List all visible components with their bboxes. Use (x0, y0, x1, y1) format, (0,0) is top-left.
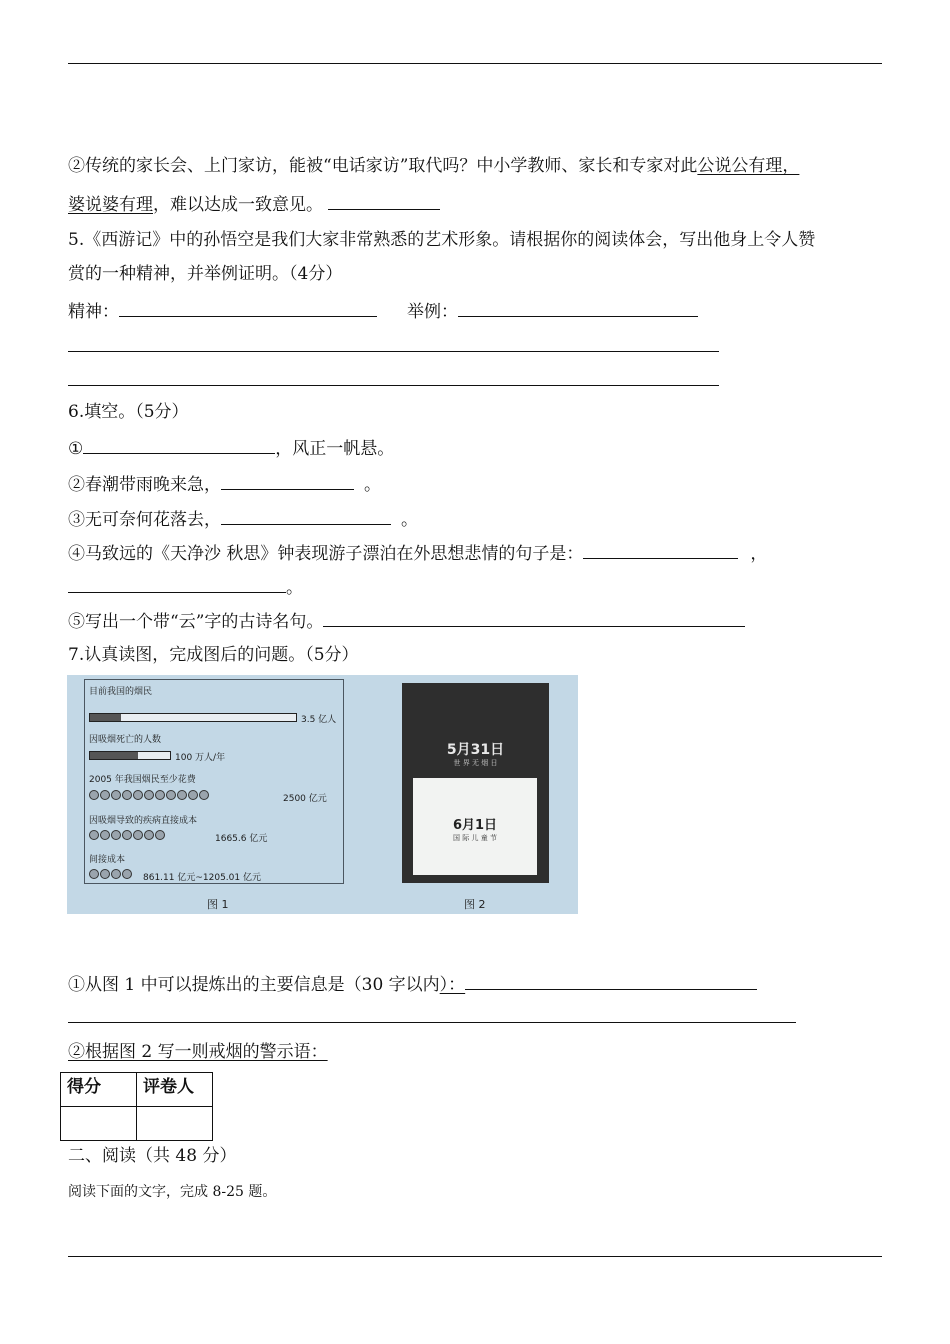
fig2-date2: 6月1日 (452, 818, 498, 833)
score-table (60, 1072, 213, 1141)
fig1-row3-coins (89, 790, 209, 800)
fig1-row1-value: 3.5 亿人 (301, 715, 337, 725)
fig2-event2: 国 际 儿 童 节 (453, 834, 497, 842)
coin-icon (111, 830, 121, 840)
fig1-row5-value: 861.11 亿元~1205.01 亿元 (143, 873, 261, 883)
coin-icon (144, 830, 154, 840)
q6-blank-3[interactable] (221, 506, 391, 525)
fig1-row4-label: 因吸烟导致的疾病直接成本 (89, 816, 198, 826)
coin-icon (133, 830, 143, 840)
fig2-inner-panel (413, 778, 537, 875)
q6-item5: ⑤写出一个带“云”字的古诗名句。 (68, 608, 745, 634)
coin-icon (89, 790, 99, 800)
fig1-row5-label: 间接成本 (89, 855, 126, 865)
coin-icon (155, 830, 165, 840)
coin-icon (122, 869, 132, 879)
fig1-row3-label: 2005 年我国烟民至少花费 (89, 775, 196, 785)
q4-underlined-phrase-2: 婆说婆有理 (68, 195, 153, 215)
coin-icon (100, 790, 110, 800)
coin-icon (122, 830, 132, 840)
section2-instruction: 阅读下面的文字，完成 8-25 题。 (68, 1184, 277, 1200)
q6-title: 6.填空。（5分） (68, 402, 189, 422)
q7-title: 7.认真读图，完成图后的问题。（5分） (68, 645, 359, 665)
fig2-event1: 世 界 无 烟 日 (453, 759, 498, 767)
example-blank[interactable] (458, 298, 698, 317)
q5-answer-row (68, 298, 698, 324)
coin-icon (89, 869, 99, 879)
fig1-row1-label: 目前我国的烟民 (89, 687, 153, 697)
q4-line1: ②传统的家长会、上门家访，能被“电话家访”取代吗？中小学教师、家长和专家对此公说公有理， (68, 156, 800, 176)
fig1-row2-bar-fill (90, 752, 138, 759)
fig1-row4-value: 1665.6 亿元 (215, 834, 268, 844)
q5-answer-line-2[interactable] (68, 385, 719, 386)
fig1-row5-coins (89, 869, 132, 879)
q6-item4-cont: 。 (68, 574, 303, 600)
score-header: 得分 (61, 1073, 137, 1107)
coin-icon (100, 830, 110, 840)
smoking-infographic (67, 675, 578, 914)
grader-header: 评卷人 (137, 1073, 213, 1107)
fig1-row3-value: 2500 亿元 (283, 794, 327, 804)
coin-icon (89, 830, 99, 840)
coin-icon (111, 790, 121, 800)
coin-icon (177, 790, 187, 800)
q6-blank-2[interactable] (221, 471, 354, 490)
coin-icon (155, 790, 165, 800)
coin-icon (111, 869, 121, 879)
coin-icon (199, 790, 209, 800)
q6-item1: ① ，风正一帆悬。 (68, 435, 394, 461)
q4-line2: 婆说婆有理，难以达成一致意见。 (68, 191, 440, 217)
spirit-label: 精神： (68, 302, 119, 322)
fig1-row2-value: 100 万人/年 (175, 753, 226, 763)
q6-blank-4a[interactable] (583, 540, 738, 559)
q7-sub1: ①从图 1 中可以提炼出的主要信息是（30 字以内）： (68, 971, 757, 997)
grader-cell[interactable] (137, 1107, 213, 1141)
bottom-rule (68, 1256, 882, 1257)
section2-title: 二、阅读（共 48 分） (68, 1146, 237, 1166)
coin-icon (166, 790, 176, 800)
q5-answer-line-1[interactable] (68, 351, 719, 352)
figure-2 (402, 683, 549, 883)
q5-line2: 赏的一种精神，并举例证明。（4分） (68, 264, 343, 284)
spirit-blank[interactable] (119, 298, 377, 317)
coin-icon (133, 790, 143, 800)
q6-blank-1[interactable] (83, 435, 275, 454)
q4-underlined-phrase-1: 公说公有理， (697, 156, 800, 176)
top-rule (68, 63, 882, 64)
fig1-row2-label: 因吸烟死亡的人数 (89, 735, 162, 745)
q7-sub1-blank[interactable] (465, 971, 757, 990)
fig1-row1-bar (89, 713, 297, 722)
q6-item2: ②春潮带雨晚来急， 。 (68, 471, 381, 497)
q6-item3: ③无可奈何花落去， 。 (68, 506, 418, 532)
fig2-caption: 图 2 (464, 898, 486, 911)
fig1-caption: 图 1 (207, 898, 229, 911)
q7-sub1-answer-line[interactable] (68, 1022, 796, 1023)
figure-1 (84, 679, 344, 884)
fig2-date1: 5月31日 (446, 742, 505, 758)
example-label: 举例： (407, 302, 458, 322)
coin-icon (188, 790, 198, 800)
q7-sub2: ②根据图 2 写一则戒烟的警示语： (68, 1042, 328, 1062)
q5-line1: 5.《西游记》中的孙悟空是我们大家非常熟悉的艺术形象。请根据你的阅读体会，写出他身上令人赞 (68, 230, 816, 250)
fig1-row1-bar-fill (90, 714, 121, 721)
score-cell[interactable] (61, 1107, 137, 1141)
coin-icon (122, 790, 132, 800)
coin-icon (144, 790, 154, 800)
fig1-row2-bar (89, 751, 171, 760)
q6-blank-4b[interactable] (68, 574, 286, 593)
q6-blank-5[interactable] (323, 608, 745, 627)
coin-icon (100, 869, 110, 879)
q4-answer-blank[interactable] (328, 191, 440, 210)
q6-item4: ④马致远的《天净沙 秋思》钟表现游子漂泊在外思想悲情的句子是： ， (68, 540, 767, 566)
fig1-row4-coins (89, 830, 165, 840)
